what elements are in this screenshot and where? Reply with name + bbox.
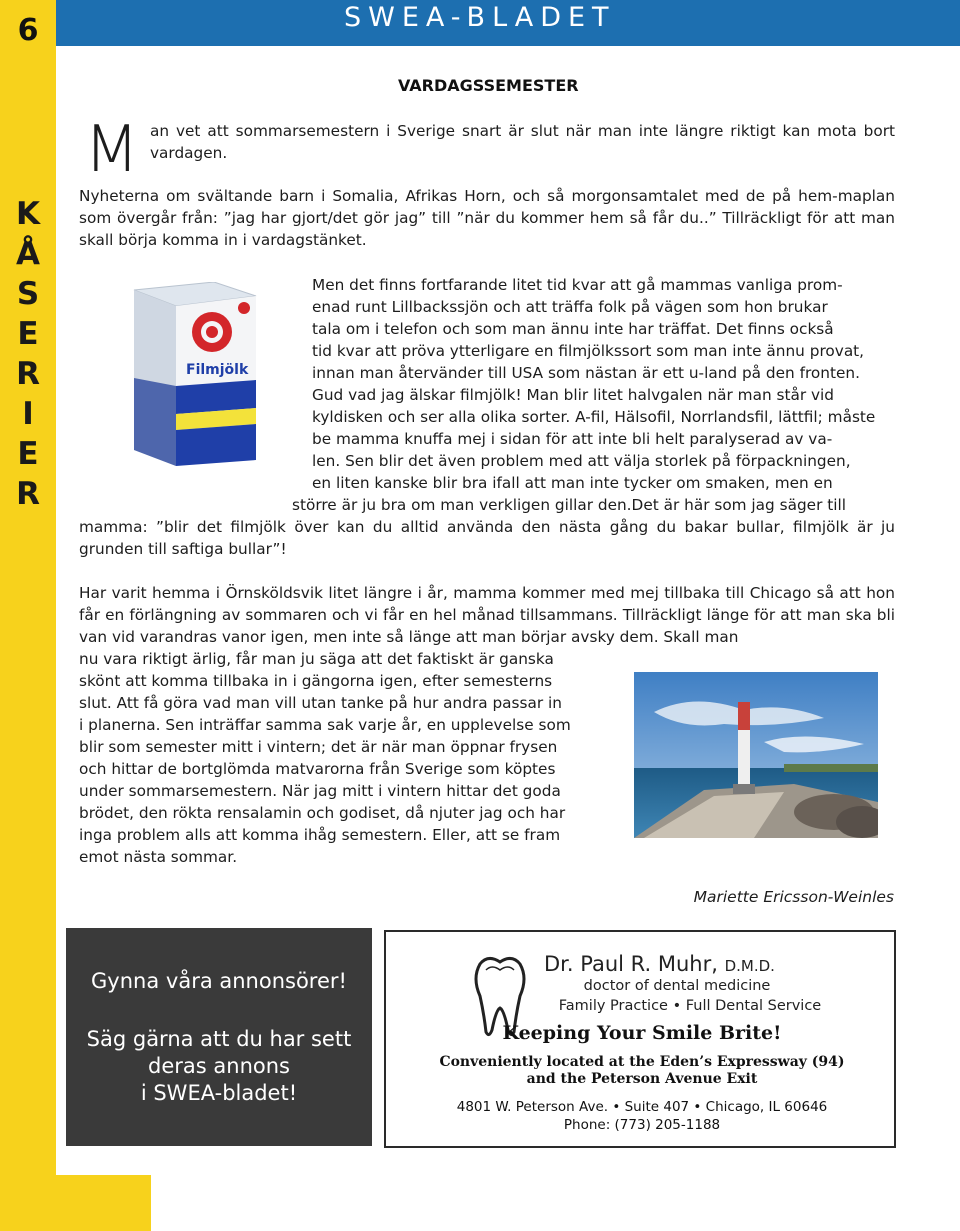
section-letter: K [15, 196, 41, 232]
section-letter: I [22, 396, 34, 432]
footer-stripe [56, 1175, 151, 1231]
dentist-degree: D.M.D. [724, 957, 775, 975]
paragraph-text: Nyheterna om svältande barn i Somalia, Afrikas Horn, och så morgonsamtalet med de på hem-maplan som övergår från: ”jag har gjort/det gör jag” till ”när du kommer hem så får du..” Tillräckligt för att man skall börja komma in i vardagstänket. [79, 187, 895, 249]
section-letter: R [16, 356, 40, 392]
wrap-line: brödet, den rökta rensalamin och godiset, då njuter jag och har [79, 804, 566, 822]
ad-address: 4801 W. Peterson Ave. • Suite 407 • Chicago, IL 60646 [456, 1099, 828, 1115]
sidebar-stripe [0, 46, 56, 1231]
wrap-line: större är ju bra om man verkligen gillar den.Det är här som jag säger till [292, 496, 846, 514]
wrap-line: nu vara riktigt ärlig, får man ju säga att det faktiskt är ganska [79, 650, 554, 668]
ad-location-line: and the Peterson Avenue Exit [526, 1071, 758, 1087]
dentist-name [544, 952, 775, 976]
ad-slogan: Keeping Your Smile Brite! [502, 1022, 782, 1044]
drop-cap: M [84, 113, 140, 187]
promo-line: deras annons [148, 1054, 290, 1078]
wrap-line: kyldisken och ser alla olika sorter. A-fil, Hälsofil, Norrlandsfil, lättfil; måste [312, 408, 876, 426]
paragraph-home-wrap [79, 648, 605, 868]
paragraph-milk-end [79, 516, 895, 560]
wrap-line: slut. Att få göra vad man vill utan tanke på hur andra passar in [79, 694, 562, 712]
promo-message [66, 1026, 372, 1107]
wrap-line: skönt att komma tillbaka in i gängorna igen, efter semesterns [79, 672, 553, 690]
paragraph-milk-line [292, 494, 895, 516]
section-letter: R [16, 476, 40, 512]
dentist-advertisement [384, 930, 896, 1148]
article-headline: VARDAGSSEMESTER [398, 76, 579, 95]
wrap-line: under sommarsemestern. När jag mitt i vintern hittar det goda [79, 782, 561, 800]
wrap-line: be mamma knuffa mej i sidan för att inte bli helt paralyserad av va- [312, 430, 833, 448]
ad-phone: Phone: (773) 205-1188 [563, 1117, 721, 1133]
paragraph-text: mamma: ”blir det filmjölk över kan du alltid använda den nästa gång du bakar bullar, filmjölk är ju grunden till saftiga bullar”! [79, 518, 895, 558]
dentist-services: Family Practice • Full Dental Service [558, 998, 822, 1014]
section-letter: Å [16, 236, 40, 272]
paragraph-home [79, 582, 895, 648]
paragraph-text: an vet att sommarsemestern i Sverige snart är slut när man inte längre riktigt kan mota bort vardagen. [150, 122, 895, 162]
dentist-name-text: Dr. Paul R. Muhr, [544, 952, 718, 976]
section-letter: E [17, 436, 39, 472]
wrap-line: enad runt Lillbackssjön och att träffa folk på vägen som hon brukar [312, 298, 828, 316]
wrap-line: tala om i telefon och som man ännu inte har träffat. Det finns också [312, 320, 834, 338]
wrap-line: i planerna. Sen inträffar samma sak varje år, en upplevelse som [79, 716, 571, 734]
paragraph-intro [150, 120, 895, 164]
ad-location-line: Conveniently located at the Eden’s Expressway (94) [439, 1054, 845, 1070]
section-letter: S [16, 276, 40, 312]
paragraph-milk-wrap [312, 274, 895, 494]
milk-carton-image [116, 282, 266, 470]
wrap-line: tid kvar att pröva ytterligare en filmjölkssort som man inte ännu provat, [312, 342, 865, 360]
dentist-title: doctor of dental medicine [583, 978, 771, 994]
section-letter: E [17, 316, 39, 352]
paragraph-text: Har varit hemma i Örnsköldsvik litet längre i år, mamma kommer med mej tillbaka till Chicago så att hon får en förlängning av sommaren och vi får en hel månad tillsammans. Tillräckligt länge för att man ska bli van vid varandras vanor igen, men inte så länge att man börjar avsky dem. Skall man [79, 584, 895, 646]
wrap-line: emot nästa sommar. [79, 848, 238, 866]
vertical-section-title [0, 194, 56, 514]
advertiser-promo-box [66, 928, 372, 1146]
wrap-line: en liten kanske blir bra ifall att man inte tycker om smaken, men en [312, 474, 833, 492]
promo-line: i SWEA-bladet! [140, 1081, 298, 1105]
wrap-line: blir som semester mitt i vintern; det är när man öppnar frysen [79, 738, 558, 756]
wrap-line: inga problem alls att komma ihåg semestern. Eller, att se fram [79, 826, 561, 844]
wrap-line: Gud vad jag älskar filmjölk! Man blir litet halvgalen när man står vid [312, 386, 835, 404]
paragraph-news [79, 185, 895, 251]
header-bar [0, 0, 960, 46]
milk-label: Filmjölk [186, 362, 249, 378]
wrap-line: Men det finns fortfarande litet tid kvar att gå mammas vanliga prom- [312, 276, 843, 294]
promo-line: Säg gärna att du har sett [86, 1027, 352, 1051]
masthead: SWEA-BLADET [344, 2, 616, 33]
article-byline: Mariette Ericsson-Weinles [693, 888, 894, 906]
wrap-line: innan man återvänder till USA som nästan är ett u-land på den fronten. [312, 364, 860, 382]
wrap-line: och hittar de bortglömda matvarorna från Sverige som köptes [79, 760, 556, 778]
page-number: 6 [0, 0, 56, 62]
wrap-line: len. Sen blir det även problem med att välja storlek på förpackningen, [312, 452, 851, 470]
promo-headline: Gynna våra annonsörer! [91, 969, 347, 993]
pier-photo [634, 672, 878, 838]
